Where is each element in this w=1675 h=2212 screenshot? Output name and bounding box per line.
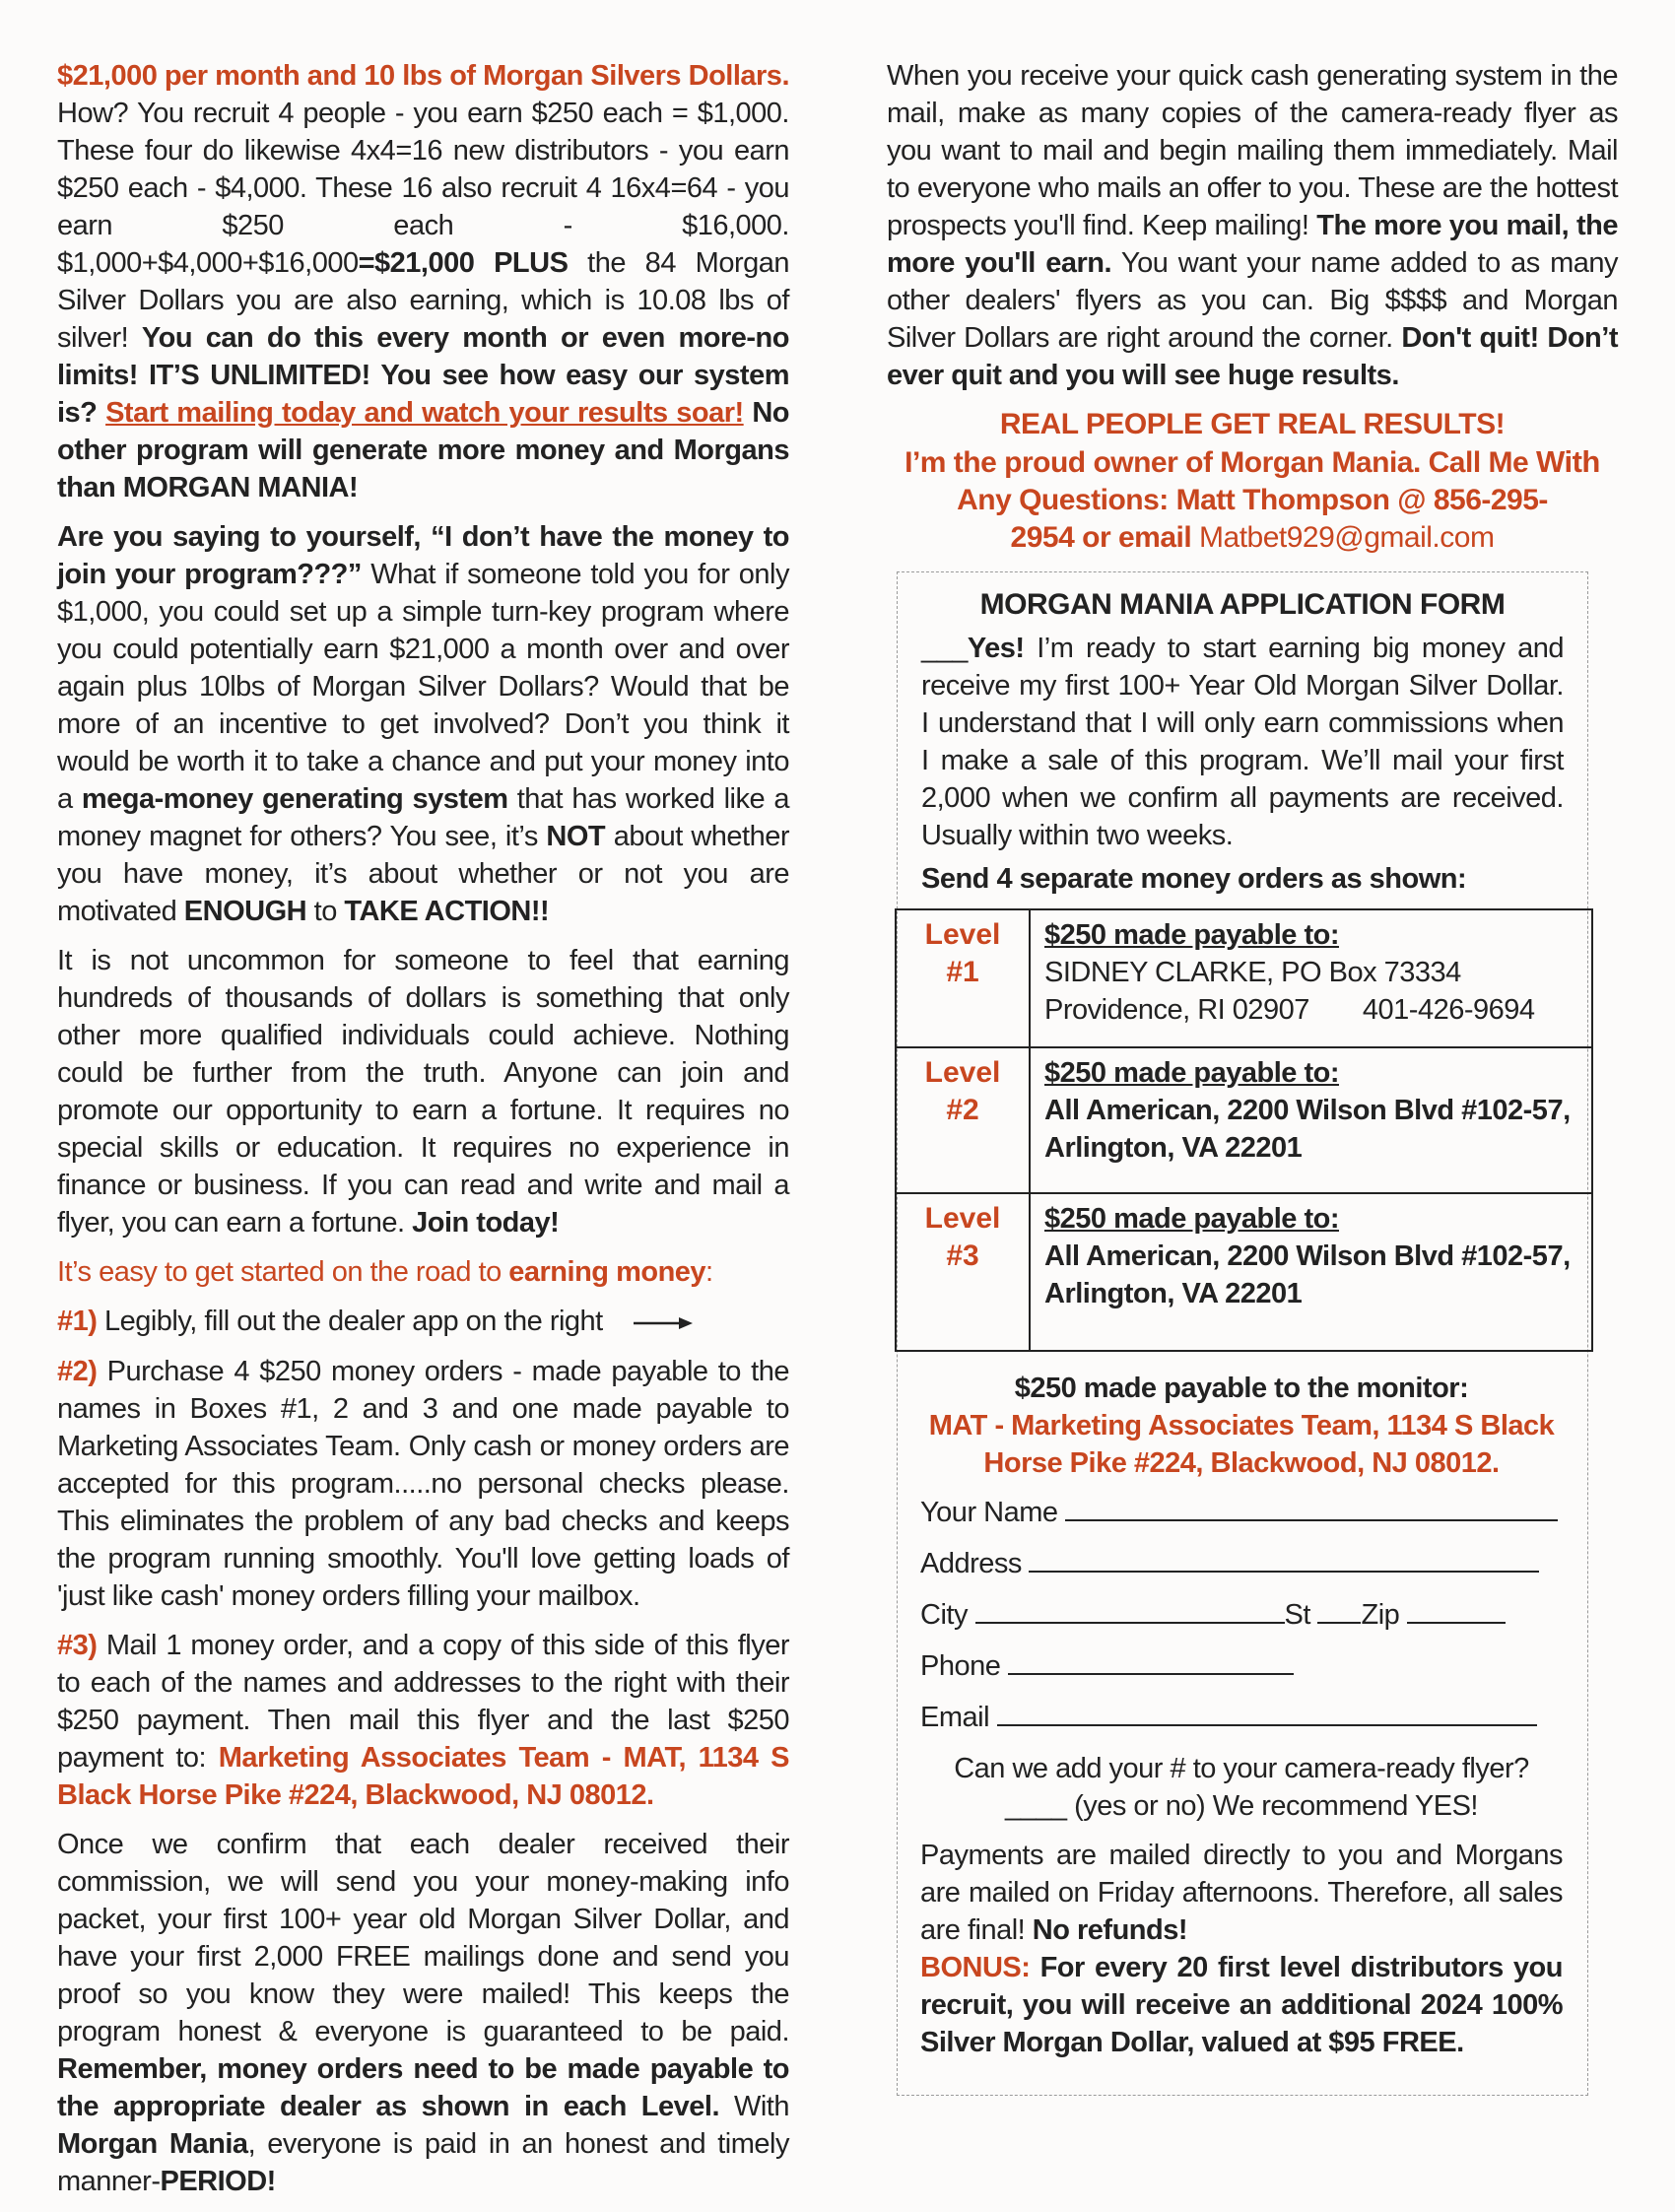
address-field[interactable]	[920, 1545, 1563, 1582]
not-bold: NOT	[546, 821, 606, 852]
yes-paragraph	[921, 630, 1564, 854]
level-1-payee	[1031, 910, 1591, 1046]
bonus-text: For every 20 first level distributors you recruit, you will receive an additional 2024 100% Silver Morgan Dollar, valued at $95 FREE.	[920, 1952, 1563, 2058]
email-link[interactable]: Matbet929@gmail.com	[1199, 521, 1495, 554]
step-2-number: #2)	[57, 1356, 98, 1388]
add-number-question: Can we add your # to your camera-ready flyer? ____ (yes or no) We recommend YES!	[954, 1753, 1529, 1822]
earnings-text-2: the 84 Morgan Silver Dollars you are also earning, which is 10.08 lbs of silver!	[57, 247, 789, 354]
confirm-text-1: Once we confirm that each dealer received their commission, we will send you your money-making info packet, your first 100+ year old Morgan Silver Dollar, and have your first 2,000 FREE mailings done and send you proof so you know they were mailed! This keeps the program honest & everyone is guaranteed to be paid.	[57, 1829, 789, 2048]
more-you-mail-bold: The more you mail, the more you'll earn.	[887, 210, 1618, 279]
step-2	[57, 1353, 789, 1615]
level-3-label	[897, 1194, 1031, 1350]
level-1-word: Level	[924, 918, 1001, 951]
money-question-paragraph	[57, 518, 789, 930]
step-3-address: Marketing Associates Team - MAT, 1134 S Black Horse Pike #224, Blackwood, NJ 08012.	[57, 1742, 789, 1812]
monitor-heading: $250 made payable to the monitor:	[1014, 1373, 1469, 1404]
level-3-word: Level	[924, 1202, 1001, 1235]
level-2-heading: $250 made payable to:	[1044, 1057, 1339, 1089]
email-input-line[interactable]	[997, 1699, 1537, 1726]
confirm-paragraph	[57, 1826, 789, 2200]
start-mailing-link[interactable]: Start mailing today and watch your results soar!	[105, 397, 744, 429]
step-1-number: #1)	[57, 1306, 98, 1337]
earnings-bold-1: =$21,000 PLUS	[358, 247, 569, 279]
owner-line	[887, 443, 1618, 482]
level-2-word: Level	[924, 1056, 1001, 1089]
yes-text: I’m ready to start earning big money and receive my first 100+ Year Old Morgan Silver Dollar. I understand that I will only earn commissions when I make a sale of this program. We’ll mail your first 2,000 when we confirm all payments are received. Usually within two weeks.	[921, 633, 1564, 851]
city-field[interactable]	[920, 1596, 1563, 1634]
level-row-2	[897, 1046, 1591, 1192]
bonus-label: BONUS:	[920, 1952, 1031, 1983]
money-question-text-2: that has worked like a money magnet for others? You see, it’s	[57, 783, 790, 852]
earnings-text-1: How? You recruit 4 people - you earn $250 each = $1,000. These four do likewise 4x4=16 new distributors - you earn $250 each - $4,000. These 16 also recruit 4 16x4=64 - you earn $250 each - $16,000. $1,000+$4,000+$16,000	[57, 98, 789, 279]
yes-checkbox-blank[interactable]: ___	[921, 633, 968, 664]
money-question-text-3: about whether you have money, it’s about whether or not you are motivated	[57, 821, 790, 927]
zip-label: Zip	[1361, 1599, 1400, 1631]
level-3-heading: $250 made payable to:	[1044, 1203, 1339, 1235]
contact-banner	[887, 406, 1618, 557]
phone-line: Any Questions: Matt Thompson @ 856-295-	[957, 484, 1548, 516]
money-question-text-4: to	[306, 896, 345, 927]
level-1-number: #1	[946, 956, 979, 988]
your-name-field[interactable]	[920, 1494, 1563, 1531]
level-1-city: Providence, RI 02907	[1044, 994, 1309, 1026]
earnings-bold-3: No other program will generate more money and Morgans than MORGAN MANIA!	[57, 397, 789, 503]
email-field[interactable]	[920, 1699, 1563, 1736]
step-3	[57, 1627, 789, 1814]
level-1-name: SIDNEY CLARKE, PO Box 73334	[1044, 957, 1461, 988]
form-intro	[921, 586, 1564, 898]
arrow-right-icon	[634, 1304, 693, 1341]
enough-bold: ENOUGH	[183, 896, 307, 927]
payments-paragraph	[920, 1837, 1563, 2061]
address-label: Address	[920, 1548, 1022, 1579]
yes-bold: Yes!	[967, 633, 1025, 664]
money-question-text-1: What if someone told you for only $1,000, you could set up a simple turn-key program where you could potentially earn $21,000 a month over and over again plus 10lbs of Morgan Silver Dollars? Would that be more of an incentive to get involved? Don’t you think it would be worth it to take a chance and put your money into a	[57, 559, 789, 815]
city-label: City	[920, 1599, 968, 1631]
left-column	[57, 57, 789, 2212]
level-1-city-phone	[1044, 991, 1577, 1029]
step-2-text: Purchase 4 $250 money orders - made payable to the names in Boxes #1, 2 and 3 and one made payable to Marketing Associates Team. Only cash or money orders are accepted for this program.....no personal checks please. This eliminates the problem of any bad checks and keeps the program running smoothly. You'll love getting loads of 'just like cash' money orders filling your mailbox.	[57, 1356, 789, 1613]
real-results-heading: REAL PEOPLE GET REAL RESULTS!	[999, 408, 1506, 440]
get-started-text: It’s easy to get started on the road to	[57, 1256, 509, 1288]
step-1	[57, 1303, 789, 1341]
levels-table	[895, 908, 1593, 1352]
your-name-label: Your Name	[920, 1497, 1058, 1528]
phone-field[interactable]	[920, 1647, 1563, 1685]
mega-money-bold: mega-money generating system	[81, 783, 508, 815]
monitor-address: MAT - Marketing Associates Team, 1134 S Black Horse Pike #224, Blackwood, NJ 08012.	[928, 1410, 1555, 1479]
level-1-label	[897, 910, 1031, 1046]
email-label: Email	[920, 1702, 990, 1733]
zip-line[interactable]	[1407, 1596, 1506, 1624]
take-action-bold: TAKE ACTION!!	[344, 896, 550, 927]
level-1-heading: $250 made payable to:	[1044, 919, 1339, 951]
level-2-number: #2	[946, 1094, 979, 1126]
payments-text: Payments are mailed directly to you and Morgans are mailed on Friday afternoons. Therefore, all sales are final!	[920, 1840, 1563, 1946]
join-today-bold: Join today!	[412, 1207, 560, 1239]
earnings-bold-2: You can do this every month or even more-no limits! IT’S UNLIMITED! You see how easy our system is?	[57, 322, 789, 429]
email-line	[887, 519, 1618, 557]
your-name-line[interactable]	[1065, 1494, 1558, 1521]
step-3-text: Mail 1 money order, and a copy of this side of this flyer to each of the names and addresses to the right with their $250 payment. Then mail this flyer and the last $250 payment to:	[57, 1630, 789, 1775]
earnings-headline: $21,000 per month and 10 lbs of Morgan Silvers Dollars.	[57, 60, 789, 92]
form-title: MORGAN MANIA APPLICATION FORM	[979, 588, 1506, 621]
earnings-paragraph	[57, 57, 789, 506]
no-refunds-bold: No refunds!	[1032, 1914, 1188, 1946]
mailing-text-1: When you receive your quick cash generating system in the mail, make as many copies of the camera-ready flyer as you want to mail and begin mailing them immediately. Mail to everyone who mails an offer to you. These are the hottest prospects you'll find. Keep mailing!	[887, 60, 1618, 241]
level-1-phone: 401-426-9694	[1362, 994, 1535, 1026]
phone-line[interactable]	[1008, 1647, 1294, 1675]
level-3-city: Arlington, VA 22201	[1044, 1278, 1303, 1309]
right-column	[887, 57, 1618, 569]
owner-with: With	[1536, 444, 1600, 479]
phone-label: Phone	[920, 1650, 1001, 1682]
city-line[interactable]	[975, 1596, 1285, 1624]
get-started-colon: :	[705, 1256, 713, 1288]
address-line[interactable]	[1029, 1545, 1539, 1573]
level-3-payee	[1031, 1194, 1591, 1350]
level-2-payee	[1031, 1048, 1591, 1192]
remember-bold: Remember, money orders need to be made payable to the appropriate dealer as shown in each Level.	[57, 2053, 789, 2123]
period-bold: PERIOD!	[160, 2166, 276, 2198]
uncommon-paragraph	[57, 942, 789, 1241]
level-2-name: All American, 2200 Wilson Blvd #102-57,	[1044, 1095, 1571, 1126]
owner-text: I’m the proud owner of Morgan Mania. Call Me	[904, 446, 1536, 479]
form-lower	[920, 1370, 1563, 2073]
uncommon-text: It is not uncommon for someone to feel that earning hundreds of thousands of dollars is something that only other more qualified individuals could achieve. Nothing could be further from the truth. Anyone can join and promote our opportunity to earn a fortune. It requires no special skills or education. It requires no experience in finance or business. If you can read and write and mail a flyer, you can earn a fortune.	[57, 945, 789, 1239]
money-question-bold: Are you saying to yourself, “I don’t have the money to join your program???”	[57, 521, 789, 590]
st-label: St	[1284, 1599, 1310, 1631]
email-label: 2954 or email	[1010, 521, 1200, 554]
send-instructions: Send 4 separate money orders as shown:	[921, 863, 1467, 895]
step-1-text: Legibly, fill out the dealer app on the right	[97, 1306, 603, 1337]
st-line[interactable]	[1317, 1596, 1361, 1624]
level-3-number: #3	[946, 1240, 979, 1272]
get-started-line	[57, 1253, 789, 1291]
level-2-label	[897, 1048, 1031, 1192]
step-3-number: #3)	[57, 1630, 98, 1662]
level-3-name: All American, 2200 Wilson Blvd #102-57,	[1044, 1240, 1571, 1272]
earning-money-bold: earning money	[508, 1256, 706, 1288]
level-2-city: Arlington, VA 22201	[1044, 1132, 1303, 1164]
level-row-3	[897, 1192, 1591, 1350]
dont-quit-bold: Don't quit! Don’t ever quit and you will see huge results.	[887, 322, 1618, 391]
mailing-text-2: You want your name added to as many other dealers' flyers as you can. Big $$$$ and Morgan Silver Dollars are right around the corner.	[887, 247, 1618, 354]
mailing-paragraph	[887, 57, 1618, 394]
confirm-text-2: With	[719, 2091, 789, 2123]
level-row-1	[897, 910, 1591, 1046]
confirm-text-3: , everyone is paid in an honest and timely manner-	[57, 2128, 789, 2198]
morgan-mania-bold: Morgan Mania	[57, 2128, 248, 2161]
